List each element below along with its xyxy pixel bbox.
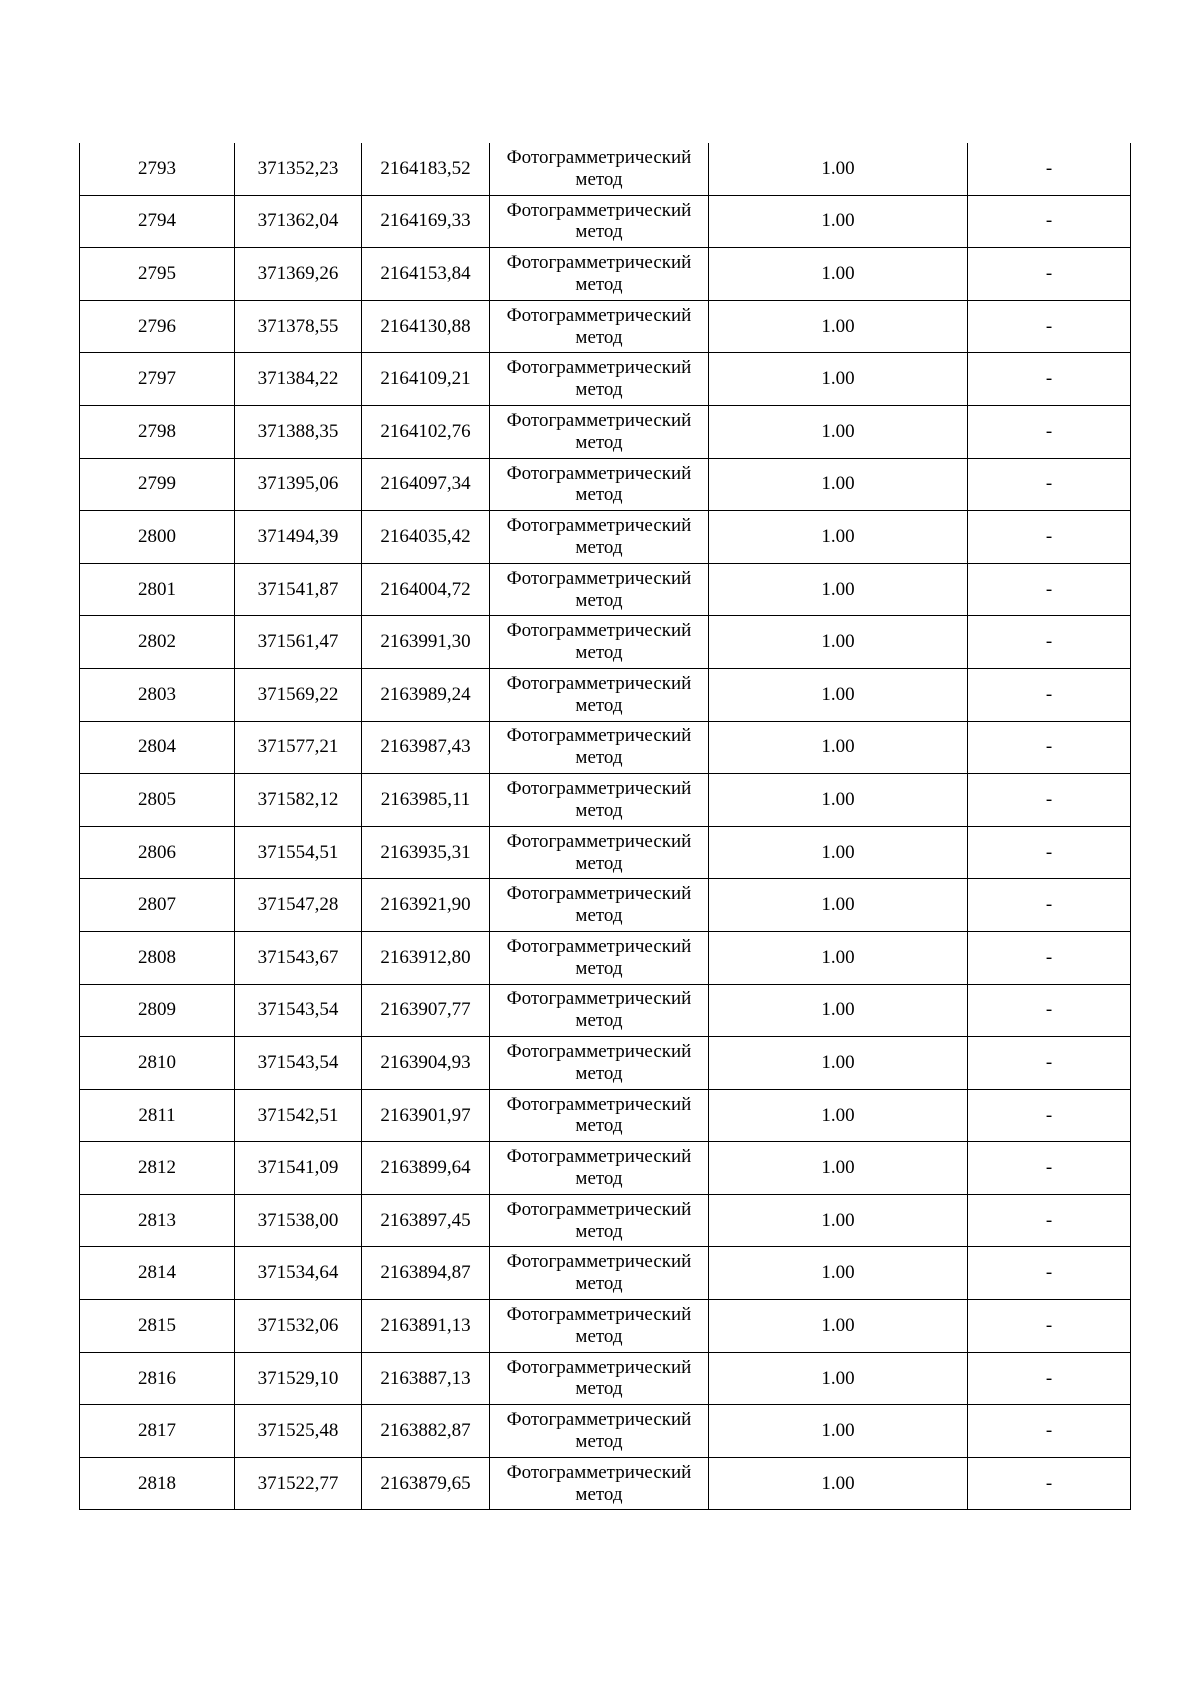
method-line-2: метод — [575, 484, 623, 506]
method-line-2: метод — [575, 957, 623, 979]
accuracy-cell: 1.00 — [709, 300, 968, 353]
method-cell — [490, 1194, 709, 1247]
point-number-cell: 2804 — [80, 721, 235, 774]
y-coordinate-cell: 2163985,11 — [362, 774, 490, 827]
method-cell — [490, 1247, 709, 1300]
note-cell: - — [968, 774, 1131, 827]
table-row — [80, 511, 1131, 564]
x-coordinate-cell: 371529,10 — [235, 1352, 362, 1405]
note-cell: - — [968, 984, 1131, 1037]
method-cell — [490, 931, 709, 984]
x-coordinate-cell: 371384,22 — [235, 353, 362, 406]
note-cell: - — [968, 826, 1131, 879]
method-line-2: метод — [575, 1273, 623, 1295]
y-coordinate-cell: 2164097,34 — [362, 458, 490, 511]
point-number-cell: 2799 — [80, 458, 235, 511]
y-coordinate-cell: 2163912,80 — [362, 931, 490, 984]
method-cell — [490, 1300, 709, 1353]
point-number-cell: 2807 — [80, 879, 235, 932]
method-cell — [490, 826, 709, 879]
method-line-2: метод — [575, 326, 623, 348]
y-coordinate-cell: 2163887,13 — [362, 1352, 490, 1405]
y-coordinate-cell: 2164035,42 — [362, 511, 490, 564]
y-coordinate-cell: 2163991,30 — [362, 616, 490, 669]
note-cell: - — [968, 511, 1131, 564]
table-row — [80, 458, 1131, 511]
method-line-1: Фотограмметрический — [506, 1146, 692, 1168]
method-line-2: метод — [575, 168, 623, 190]
method-cell — [490, 1089, 709, 1142]
coordinates-table-body — [80, 143, 1131, 1510]
accuracy-cell: 1.00 — [709, 353, 968, 406]
method-line-1: Фотограмметрический — [506, 252, 692, 274]
method-line-1: Фотограмметрический — [506, 357, 692, 379]
point-number-cell: 2805 — [80, 774, 235, 827]
table-row — [80, 1142, 1131, 1195]
method-line-2: метод — [575, 747, 623, 769]
method-cell — [490, 563, 709, 616]
method-line-2: метод — [575, 273, 623, 295]
accuracy-cell: 1.00 — [709, 458, 968, 511]
method-cell — [490, 300, 709, 353]
y-coordinate-cell: 2163894,87 — [362, 1247, 490, 1300]
y-coordinate-cell: 2163901,97 — [362, 1089, 490, 1142]
method-cell — [490, 879, 709, 932]
method-line-2: метод — [575, 1115, 623, 1137]
method-line-1: Фотограмметрический — [506, 1461, 692, 1483]
method-cell — [490, 984, 709, 1037]
point-number-cell: 2809 — [80, 984, 235, 1037]
method-line-1: Фотограмметрический — [506, 462, 692, 484]
accuracy-cell: 1.00 — [709, 1247, 968, 1300]
method-cell — [490, 668, 709, 721]
table-row — [80, 195, 1131, 248]
method-cell — [490, 511, 709, 564]
method-cell — [490, 1457, 709, 1510]
y-coordinate-cell: 2163989,24 — [362, 668, 490, 721]
table-row — [80, 300, 1131, 353]
note-cell: - — [968, 353, 1131, 406]
x-coordinate-cell: 371542,51 — [235, 1089, 362, 1142]
table-row — [80, 1194, 1131, 1247]
point-number-cell: 2803 — [80, 668, 235, 721]
table-row — [80, 248, 1131, 301]
method-cell — [490, 616, 709, 669]
point-number-cell: 2794 — [80, 195, 235, 248]
method-line-2: метод — [575, 852, 623, 874]
y-coordinate-cell: 2163987,43 — [362, 721, 490, 774]
accuracy-cell: 1.00 — [709, 826, 968, 879]
method-line-2: метод — [575, 589, 623, 611]
table-row — [80, 774, 1131, 827]
note-cell: - — [968, 1352, 1131, 1405]
table-row — [80, 1300, 1131, 1353]
y-coordinate-cell: 2163907,77 — [362, 984, 490, 1037]
accuracy-cell: 1.00 — [709, 143, 968, 195]
method-line-1: Фотограмметрический — [506, 515, 692, 537]
y-coordinate-cell: 2163921,90 — [362, 879, 490, 932]
accuracy-cell: 1.00 — [709, 1142, 968, 1195]
x-coordinate-cell: 371532,06 — [235, 1300, 362, 1353]
y-coordinate-cell: 2163899,64 — [362, 1142, 490, 1195]
accuracy-cell: 1.00 — [709, 721, 968, 774]
method-line-1: Фотограмметрический — [506, 1409, 692, 1431]
method-cell — [490, 195, 709, 248]
x-coordinate-cell: 371388,35 — [235, 405, 362, 458]
point-number-cell: 2798 — [80, 405, 235, 458]
method-line-1: Фотограмметрический — [506, 146, 692, 168]
x-coordinate-cell: 371525,48 — [235, 1405, 362, 1458]
method-cell — [490, 1037, 709, 1090]
point-number-cell: 2812 — [80, 1142, 235, 1195]
note-cell: - — [968, 879, 1131, 932]
method-line-2: метод — [575, 536, 623, 558]
note-cell: - — [968, 721, 1131, 774]
method-line-1: Фотограмметрический — [506, 199, 692, 221]
note-cell: - — [968, 405, 1131, 458]
note-cell: - — [968, 931, 1131, 984]
x-coordinate-cell: 371543,54 — [235, 984, 362, 1037]
method-cell — [490, 1142, 709, 1195]
method-line-1: Фотограмметрический — [506, 1304, 692, 1326]
x-coordinate-cell: 371554,51 — [235, 826, 362, 879]
x-coordinate-cell: 371543,67 — [235, 931, 362, 984]
method-line-2: метод — [575, 1431, 623, 1453]
method-line-1: Фотограмметрический — [506, 672, 692, 694]
table-row — [80, 1457, 1131, 1510]
accuracy-cell: 1.00 — [709, 931, 968, 984]
method-line-1: Фотограмметрический — [506, 304, 692, 326]
x-coordinate-cell: 371395,06 — [235, 458, 362, 511]
note-cell: - — [968, 1300, 1131, 1353]
method-line-2: метод — [575, 905, 623, 927]
note-cell: - — [968, 195, 1131, 248]
method-cell — [490, 774, 709, 827]
x-coordinate-cell: 371543,54 — [235, 1037, 362, 1090]
table-row — [80, 668, 1131, 721]
table-row — [80, 405, 1131, 458]
y-coordinate-cell: 2164130,88 — [362, 300, 490, 353]
note-cell: - — [968, 1405, 1131, 1458]
x-coordinate-cell: 371577,21 — [235, 721, 362, 774]
method-cell — [490, 248, 709, 301]
method-line-2: метод — [575, 799, 623, 821]
x-coordinate-cell: 371541,87 — [235, 563, 362, 616]
point-number-cell: 2795 — [80, 248, 235, 301]
accuracy-cell: 1.00 — [709, 1352, 968, 1405]
table-row — [80, 721, 1131, 774]
table-row — [80, 826, 1131, 879]
method-cell — [490, 1352, 709, 1405]
point-number-cell: 2817 — [80, 1405, 235, 1458]
method-cell — [490, 353, 709, 406]
table-row — [80, 1089, 1131, 1142]
note-cell: - — [968, 563, 1131, 616]
method-line-2: метод — [575, 379, 623, 401]
accuracy-cell: 1.00 — [709, 668, 968, 721]
method-line-2: метод — [575, 1325, 623, 1347]
method-line-2: метод — [575, 431, 623, 453]
note-cell: - — [968, 1089, 1131, 1142]
y-coordinate-cell: 2163897,45 — [362, 1194, 490, 1247]
note-cell: - — [968, 1037, 1131, 1090]
x-coordinate-cell: 371369,26 — [235, 248, 362, 301]
point-number-cell: 2801 — [80, 563, 235, 616]
y-coordinate-cell: 2164102,76 — [362, 405, 490, 458]
point-number-cell: 2816 — [80, 1352, 235, 1405]
method-cell — [490, 143, 709, 195]
method-line-1: Фотограмметрический — [506, 1041, 692, 1063]
y-coordinate-cell: 2163935,31 — [362, 826, 490, 879]
method-cell — [490, 458, 709, 511]
table-row — [80, 616, 1131, 669]
method-line-2: метод — [575, 694, 623, 716]
point-number-cell: 2813 — [80, 1194, 235, 1247]
point-number-cell: 2793 — [80, 143, 235, 195]
method-line-2: метод — [575, 221, 623, 243]
note-cell: - — [968, 668, 1131, 721]
y-coordinate-cell: 2164169,33 — [362, 195, 490, 248]
coordinates-table — [79, 143, 1131, 1510]
point-number-cell: 2818 — [80, 1457, 235, 1510]
method-line-1: Фотограмметрический — [506, 778, 692, 800]
method-line-2: метод — [575, 642, 623, 664]
x-coordinate-cell: 371561,47 — [235, 616, 362, 669]
method-cell — [490, 405, 709, 458]
method-line-2: метод — [575, 1168, 623, 1190]
point-number-cell: 2796 — [80, 300, 235, 353]
method-cell — [490, 1405, 709, 1458]
x-coordinate-cell: 371541,09 — [235, 1142, 362, 1195]
method-line-1: Фотограмметрический — [506, 883, 692, 905]
accuracy-cell: 1.00 — [709, 1300, 968, 1353]
y-coordinate-cell: 2164109,21 — [362, 353, 490, 406]
point-number-cell: 2815 — [80, 1300, 235, 1353]
point-number-cell: 2814 — [80, 1247, 235, 1300]
note-cell: - — [968, 1194, 1131, 1247]
x-coordinate-cell: 371534,64 — [235, 1247, 362, 1300]
y-coordinate-cell: 2163891,13 — [362, 1300, 490, 1353]
y-coordinate-cell: 2163882,87 — [362, 1405, 490, 1458]
note-cell: - — [968, 616, 1131, 669]
accuracy-cell: 1.00 — [709, 1037, 968, 1090]
x-coordinate-cell: 371538,00 — [235, 1194, 362, 1247]
method-line-1: Фотограмметрический — [506, 1251, 692, 1273]
method-line-1: Фотограмметрический — [506, 935, 692, 957]
method-line-2: метод — [575, 1062, 623, 1084]
accuracy-cell: 1.00 — [709, 1194, 968, 1247]
accuracy-cell: 1.00 — [709, 879, 968, 932]
accuracy-cell: 1.00 — [709, 1089, 968, 1142]
method-line-1: Фотограмметрический — [506, 620, 692, 642]
x-coordinate-cell: 371582,12 — [235, 774, 362, 827]
table-row — [80, 143, 1131, 195]
accuracy-cell: 1.00 — [709, 984, 968, 1037]
table-row — [80, 1037, 1131, 1090]
accuracy-cell: 1.00 — [709, 774, 968, 827]
x-coordinate-cell: 371494,39 — [235, 511, 362, 564]
method-line-1: Фотограмметрический — [506, 1093, 692, 1115]
table-row — [80, 563, 1131, 616]
point-number-cell: 2808 — [80, 931, 235, 984]
accuracy-cell: 1.00 — [709, 195, 968, 248]
y-coordinate-cell: 2163904,93 — [362, 1037, 490, 1090]
table-row — [80, 1405, 1131, 1458]
note-cell: - — [968, 143, 1131, 195]
point-number-cell: 2797 — [80, 353, 235, 406]
table-row — [80, 879, 1131, 932]
method-line-2: метод — [575, 1010, 623, 1032]
method-line-1: Фотограмметрический — [506, 1198, 692, 1220]
accuracy-cell: 1.00 — [709, 511, 968, 564]
note-cell: - — [968, 1142, 1131, 1195]
accuracy-cell: 1.00 — [709, 1405, 968, 1458]
method-cell — [490, 721, 709, 774]
method-line-1: Фотограмметрический — [506, 409, 692, 431]
y-coordinate-cell: 2163879,65 — [362, 1457, 490, 1510]
accuracy-cell: 1.00 — [709, 616, 968, 669]
method-line-2: метод — [575, 1220, 623, 1242]
accuracy-cell: 1.00 — [709, 248, 968, 301]
note-cell: - — [968, 1247, 1131, 1300]
method-line-2: метод — [575, 1378, 623, 1400]
point-number-cell: 2800 — [80, 511, 235, 564]
table-row — [80, 931, 1131, 984]
accuracy-cell: 1.00 — [709, 1457, 968, 1510]
table-row — [80, 353, 1131, 406]
table-row — [80, 1247, 1131, 1300]
note-cell: - — [968, 248, 1131, 301]
x-coordinate-cell: 371352,23 — [235, 143, 362, 195]
x-coordinate-cell: 371522,77 — [235, 1457, 362, 1510]
accuracy-cell: 1.00 — [709, 405, 968, 458]
point-number-cell: 2802 — [80, 616, 235, 669]
table-row — [80, 984, 1131, 1037]
method-line-1: Фотограмметрический — [506, 988, 692, 1010]
point-number-cell: 2811 — [80, 1089, 235, 1142]
point-number-cell: 2806 — [80, 826, 235, 879]
x-coordinate-cell: 371569,22 — [235, 668, 362, 721]
note-cell: - — [968, 1457, 1131, 1510]
method-line-1: Фотограмметрический — [506, 1356, 692, 1378]
x-coordinate-cell: 371362,04 — [235, 195, 362, 248]
method-line-1: Фотограмметрический — [506, 725, 692, 747]
y-coordinate-cell: 2164004,72 — [362, 563, 490, 616]
method-line-1: Фотограмметрический — [506, 830, 692, 852]
x-coordinate-cell: 371547,28 — [235, 879, 362, 932]
note-cell: - — [968, 458, 1131, 511]
point-number-cell: 2810 — [80, 1037, 235, 1090]
x-coordinate-cell: 371378,55 — [235, 300, 362, 353]
table-row — [80, 1352, 1131, 1405]
y-coordinate-cell: 2164183,52 — [362, 143, 490, 195]
accuracy-cell: 1.00 — [709, 563, 968, 616]
method-line-1: Фотограмметрический — [506, 567, 692, 589]
note-cell: - — [968, 300, 1131, 353]
y-coordinate-cell: 2164153,84 — [362, 248, 490, 301]
method-line-2: метод — [575, 1483, 623, 1505]
